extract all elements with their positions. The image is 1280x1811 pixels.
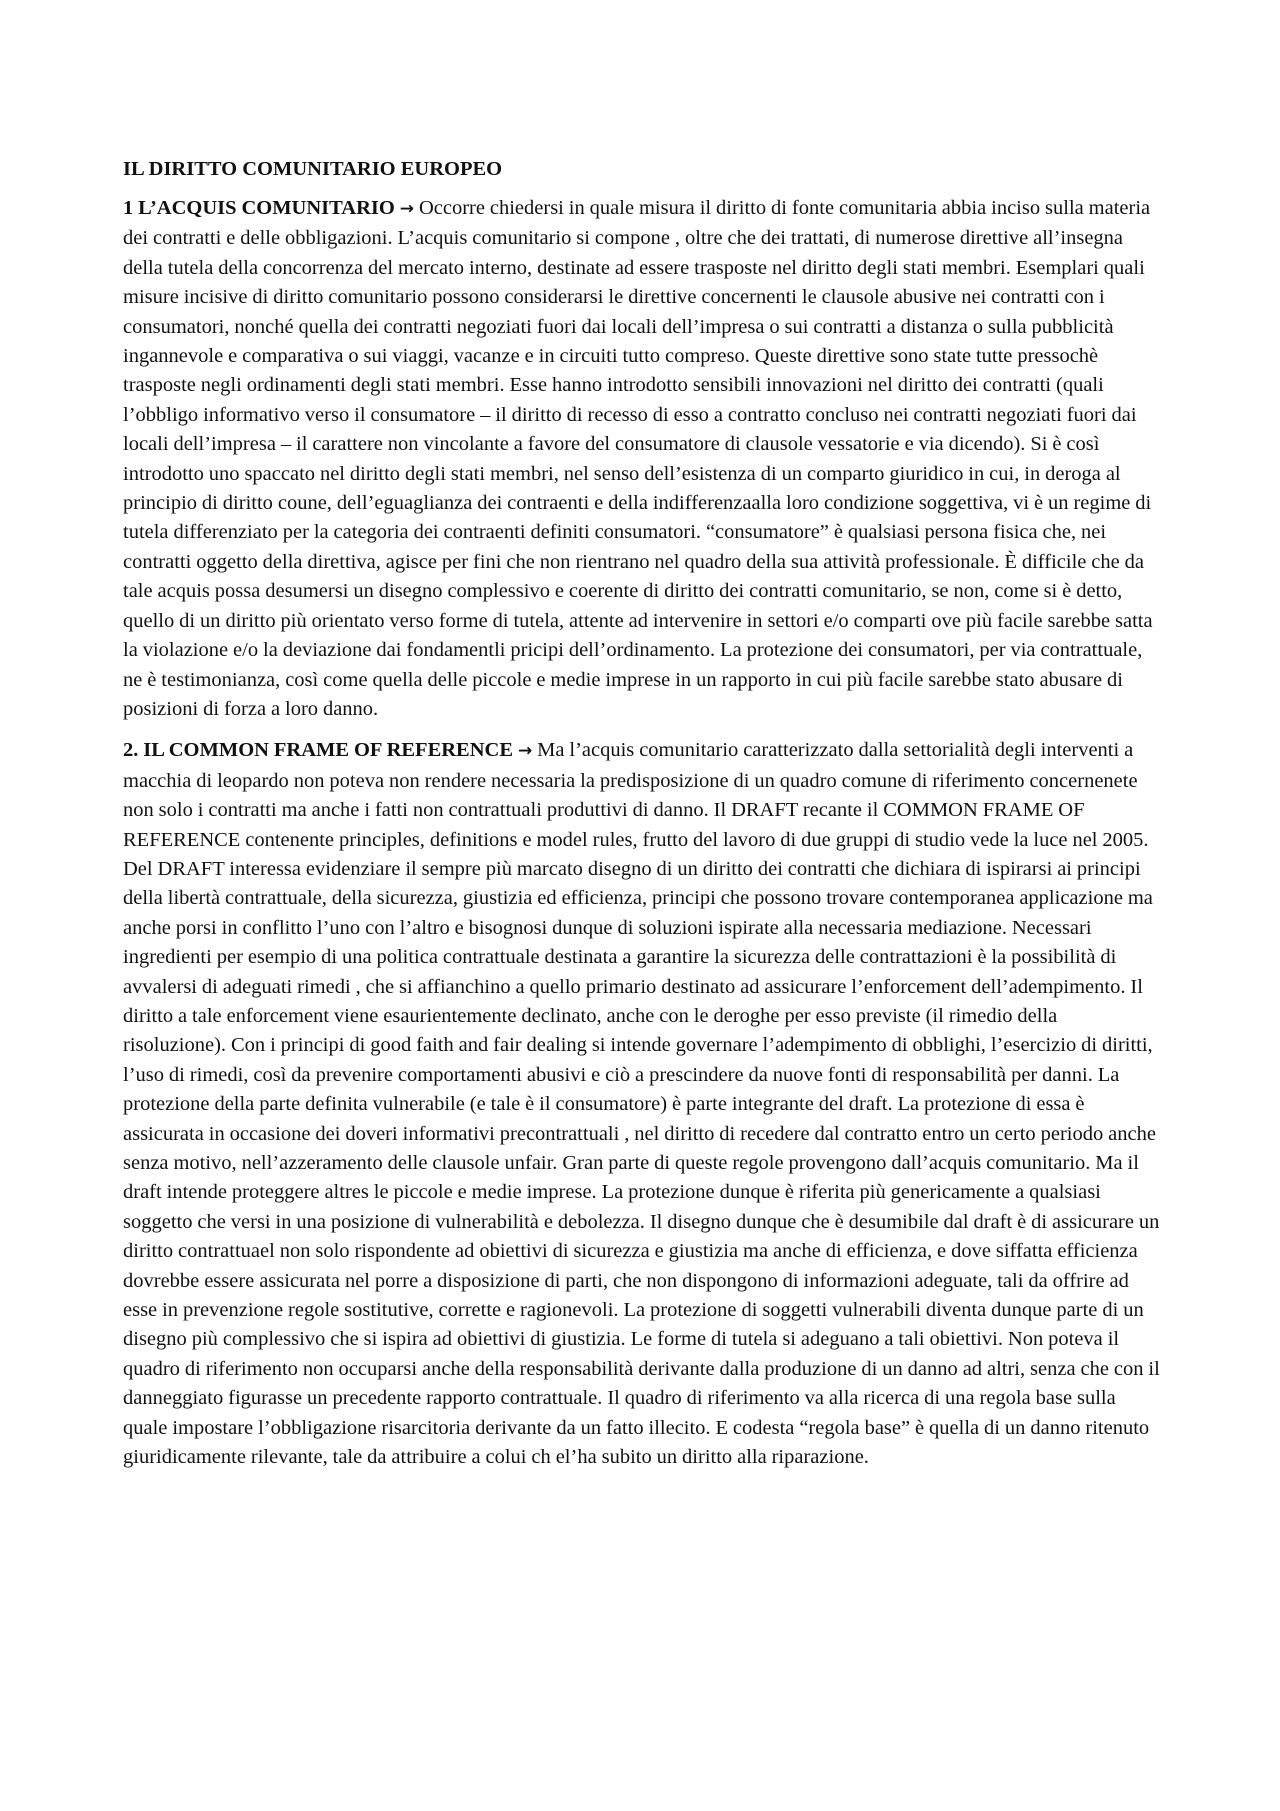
section-2-paragraph bbox=[123, 736, 1163, 1472]
section-1-body: Occorre chiedersi in quale misura il diritto di fonte comunitaria abbia inciso sulla materia dei contratti e delle obbligazioni. L’acquis comunitario si compone , oltre che dei trattati, di numerose direttive all’insegna della tutela della concorrenza del mercato interno, destinate ad essere trasposte nel diritto degli stati membri. Esemplari quali misure incisive di diritto comunitario possono considerarsi le direttive concernenti le clausole abusive nei contratti con i consumatori, nonché quella dei contratti negoziati fuori dai locali dell’impresa o sui contratti a distanza o sulla pubblicità ingannevole e comparativa o sui viaggi, vacanze e in circuiti tutto compreso. Queste direttive sono state tutte pressochè trasposte negli ordinamenti degli stati membri. Esse hanno introdotto sensibili innovazioni nel diritto dei contratti (quali l’obbligo informativo verso il consumatore – il diritto di recesso di esso a contratto concluso nei contratti negoziati fuori dai locali dell’impresa – il carattere non vincolante a favore del consumatore di clausole vessatorie e via dicendo). Si è così introdotto uno spaccato nel diritto degli stati membri, nel senso dell’esistenza di un comparto giuridico in cui, in deroga al principio di diritto coune, dell’eguaglianza dei contraenti e della indifferenzaalla loro condizione soggettiva, vi è un regime di tutela differenziato per la categoria dei contraenti definiti consumatori. “consumatore” è qualsiasi persona fisica che, nei contratti oggetto della direttiva, agisce per fini che non rientrano nel quadro della sua attività professionale. È difficile che da tale acquis possa desumersi un disegno complessivo e coerente di diritto dei contratti comunitario, se non, come si è detto, quello di un diritto più orientato verso forme di tutela, attente ad intervenire in settori e/o comparti ove più facile sarebbe satta la violazione e/o la deviazione dai fondamentli pricipi dell’ordinamento. La protezione dei consumatori, per via contrattuale, ne è testimonianza, così come quella delle piccole e medie imprese in un rapporto in cui più facile sarebbe stato abusare di posizioni di forza a loro danno. bbox=[123, 197, 1153, 720]
document-title: IL DIRITTO COMUNITARIO EUROPEO bbox=[123, 158, 503, 180]
document-page bbox=[123, 150, 1163, 1484]
section-2-heading: 2. IL COMMON FRAME OF REFERENCE bbox=[123, 739, 514, 762]
arrow-right-icon: → bbox=[399, 199, 415, 219]
section-2-body: Ma l’acquis comunitario caratterizzato dalla settorialità degli interventi a macchia di leopardo non poteva non rendere necessaria la predisposizione di un quadro comune di riferimento concernenete non solo i contratti ma anche i fatti non contrattuali produttivi di danno. Il DRAFT recante il COMMON FRAME OF REFERENCE contenente principles, definitions e model rules, frutto del lavoro di due gruppi di studio vede la luce nel 2005. Del DRAFT interessa evidenziare il sempre più marcato disegno di un diritto dei contratti che dichiara di ispirarsi ai principi della libertà contrattuale, della sicurezza, giustizia ed efficienza, principi che possono trovare contemporanea applicazione ma anche porsi in conflitto l’uno con l’altro e bisognosi dunque di soluzioni ispirate alla necessaria mediazione. Necessari ingredienti per esempio di una politica contrattuale destinata a garantire la sicurezza delle contrattazioni è la possibilità di avvalersi di adeguati rimedi , che si affianchino a quello primario destinato ad assicurare l’enforcement dell’adempimento. Il diritto a tale enforcement viene esaurientemente declinato, anche con le deroghe per esso previste (il rimedio della risoluzione). Con i principi di good faith and fair dealing si intende governare l’adempimento di obblighi, l’esercizio di diritti, l’uso di rimedi, così da prevenire comportamenti abusivi e ciò a prescindere da nuove fonti di responsabilità per danni. La protezione della parte definita vulnerabile (e tale è il consumatore) è parte integrante del draft. La protezione di essa è assicurata in occasione dei doveri informativi precontrattuali , nel diritto di recedere dal contratto entro un certo periodo anche senza motivo, nell’azzeramento delle clausole unfair. Gran parte di queste regole provengono dall’acquis comunitario. Ma il draft intende proteggere altres le piccole e medie imprese. La protezione dunque è riferita più genericamente a qualsiasi soggetto che versi in una posizione di vulnerabilità e debolezza. Il disegno dunque che è desumibile dal draft è di assicurare un diritto contrattuael non solo rispondente ad obiettivi di sicurezza e giustizia ma anche di efficienza, e dove siffatta efficienza dovrebbe essere assicurata nel porre a disposizione di parti, che non dispongono di informazioni adeguate, tali da offrire ad esse in prevenzione regole sostitutive, corrette e ragionevoli. La protezione di soggetti vulnerabili diventa dunque parte di un disegno più complessivo che si ispira ad obiettivi di giustizia. Le forme di tutela si adeguano a tali obiettivi. Non poteva il quadro di riferimento non occuparsi anche della responsabilità derivante dalla produzione di un danno ad altri, senza che con il danneggiato figurasse un precedente rapporto contrattuale. Il quadro di riferimento va alla ricerca di una regola base sulla quale impostare l’obbligazione risarcitoria derivante da un fatto illecito. E codesta “regola base” è quella di un danno ritenuto giuridicamente rilevante, tale da attribuire a colui ch el’ha subito un diritto alla riparazione. bbox=[123, 739, 1160, 1469]
section-1-heading: 1 L’ACQUIS COMUNITARIO bbox=[123, 197, 395, 219]
section-1-paragraph bbox=[123, 194, 1163, 724]
arrow-right-icon: → bbox=[517, 741, 533, 762]
